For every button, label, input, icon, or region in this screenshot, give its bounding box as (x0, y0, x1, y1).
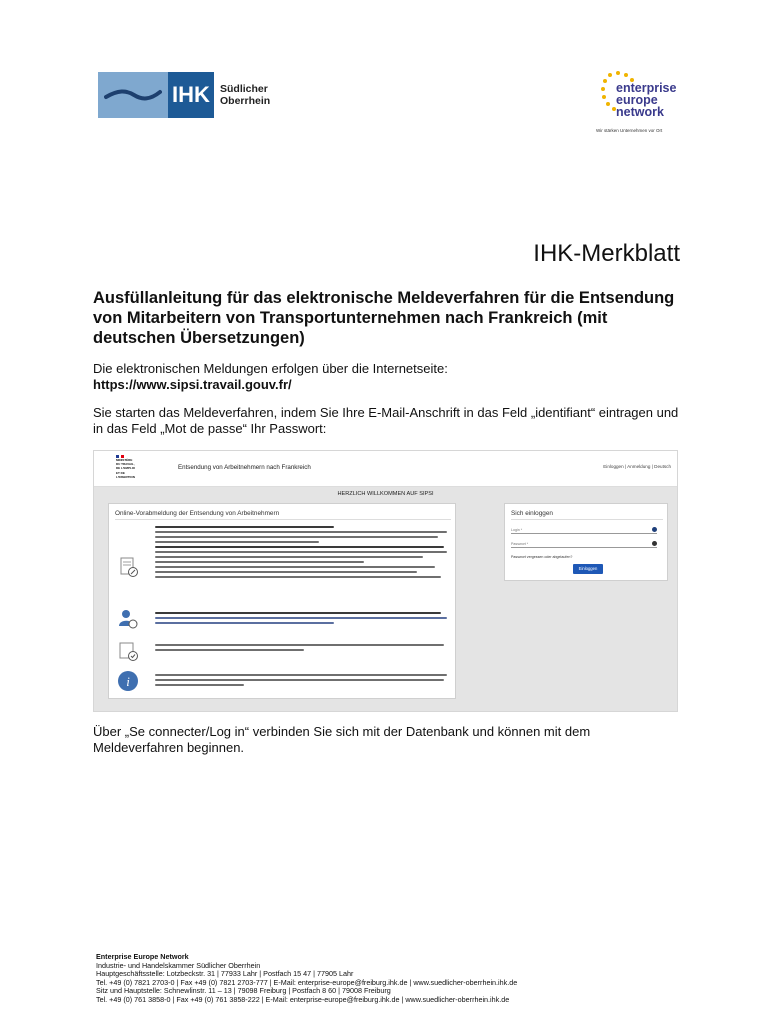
svg-text:i: i (126, 674, 130, 689)
ihk-logo (98, 72, 274, 118)
panel-text-block-4 (155, 674, 453, 689)
een-line1: enterprise (616, 81, 677, 95)
footer (96, 953, 696, 1005)
user-icon (652, 527, 657, 532)
checklist-icon (117, 640, 139, 662)
sipsi-welcome: HERZLICH WILLKOMMEN AUF SIPSI (337, 491, 434, 497)
ihk-region-name (214, 72, 270, 118)
een-line2: europe (616, 93, 658, 107)
footer-freiburg-contact: Tel. +49 (0) 761 3858-0 | Fax +49 (0) 761 3858-222 | E-Mail: enterprise-europe@freiburg.ihk.de | www.suedlicher-oberrhein.ihk.de (96, 994, 510, 1004)
rf-line-3: DE L'EMPLOI (116, 466, 136, 471)
wave-icon (98, 72, 168, 118)
user-settings-icon (117, 608, 139, 630)
sipsi-site-title: Entsendung von Arbeitnehmern nach Frankreich (178, 464, 311, 471)
rf-line-4: ET DE (116, 470, 125, 475)
een-tagline: Wir stärken Unternehmen vor Ort (596, 128, 663, 133)
intro-paragraph (93, 361, 683, 393)
ihk-letters: IHK (172, 82, 210, 107)
sipsi-login-title: Sich einloggen (511, 510, 553, 517)
footer-lahr-address: Hauptgeschäftsstelle: Lotzbeckstr. 31 | 77933 Lahr | Postfach 15 47 | 77905 Lahr (96, 969, 354, 979)
sipsi-body (94, 487, 677, 712)
sipsi-password-field[interactable] (511, 540, 657, 548)
sipsi-info-panel (108, 503, 456, 699)
panel-text-block-1 (155, 526, 453, 581)
een-line3: network (616, 105, 664, 119)
rf-line-5: L'INSERTION (116, 474, 135, 479)
eye-icon[interactable] (652, 541, 657, 546)
sipsi-login-button[interactable]: Einloggen (573, 564, 603, 574)
divider (511, 519, 663, 520)
een-wordmark (616, 82, 676, 118)
rf-line-2: DU TRAVAIL, (116, 462, 135, 467)
sipsi-screenshot (93, 450, 678, 712)
rf-line-1: MINISTÈRE (116, 458, 133, 462)
login-field-label: Login * (511, 528, 523, 532)
sipsi-forgot-password-link[interactable]: Passwort vergessen oder abgelaufen? (511, 555, 573, 559)
footer-network: Enterprise Europe Network (96, 952, 189, 961)
intro-text: Die elektronischen Meldungen erfolgen über die Internetseite: (93, 361, 448, 376)
sipsi-login-field[interactable] (511, 526, 657, 534)
panel-text-block-2 (155, 612, 453, 627)
password-field-label: Passwort * (511, 542, 529, 546)
footer-lahr-contact: Tel. +49 (0) 7821 2703-0 | Fax +49 (0) 7821 2703-777 | E-Mail: enterprise-europe@freiburg.ihk.de | www.suedlicher-oberrhein.ihk.de (96, 977, 518, 987)
info-icon (117, 670, 139, 692)
instruction-paragraph: Sie starten das Meldeverfahren, indem Sie Ihre E-Mail-Anschrift in das Feld „identifiant“ eintragen und in das Feld „Mot de passe“ Ihr Passwort: (93, 405, 679, 436)
sipsi-panel-title: Online-Vorabmeldung der Entsendung von Arbeitnehmern (115, 510, 280, 517)
een-logo (596, 70, 676, 138)
sipsi-url-link[interactable]: https://www.sipsi.travail.gouv.fr/ (93, 377, 292, 392)
document-edit-icon (117, 556, 139, 578)
footer-chamber: Industrie- und Handelskammer Südlicher Oberrhein (96, 960, 261, 970)
document-title: Ausfüllanleitung für das elektronische Meldeverfahren für die Entsendung von Mitarbeitern von Transportunternehmen nach Frankreich (mit deutschen Übersetzungen) (93, 289, 675, 347)
republique-francaise-logo (116, 455, 146, 481)
sipsi-top-nav: Einloggen | Anmeldung | Deutsch (603, 464, 671, 469)
sipsi-login-box (504, 503, 668, 581)
ihk-region-line2: Oberrhein (220, 95, 271, 107)
footer-freiburg-address: Sitz und Hauptstelle: Schnewlinstr. 11 – 13 | 79098 Freiburg | Postfach 8 60 | 79008 Freiburg (96, 986, 391, 996)
sipsi-header (94, 451, 677, 487)
ihk-logo-mark (98, 72, 214, 118)
ihk-region-line1: Südlicher (220, 83, 268, 95)
outro-paragraph: Über „Se connecter/Log in“ verbinden Sie sich mit der Datenbank und können mit dem Meldeverfahren beginnen. (93, 724, 591, 755)
panel-text-block-3 (155, 644, 453, 654)
document-type: IHK-Merkblatt (533, 240, 680, 267)
divider (115, 519, 451, 520)
